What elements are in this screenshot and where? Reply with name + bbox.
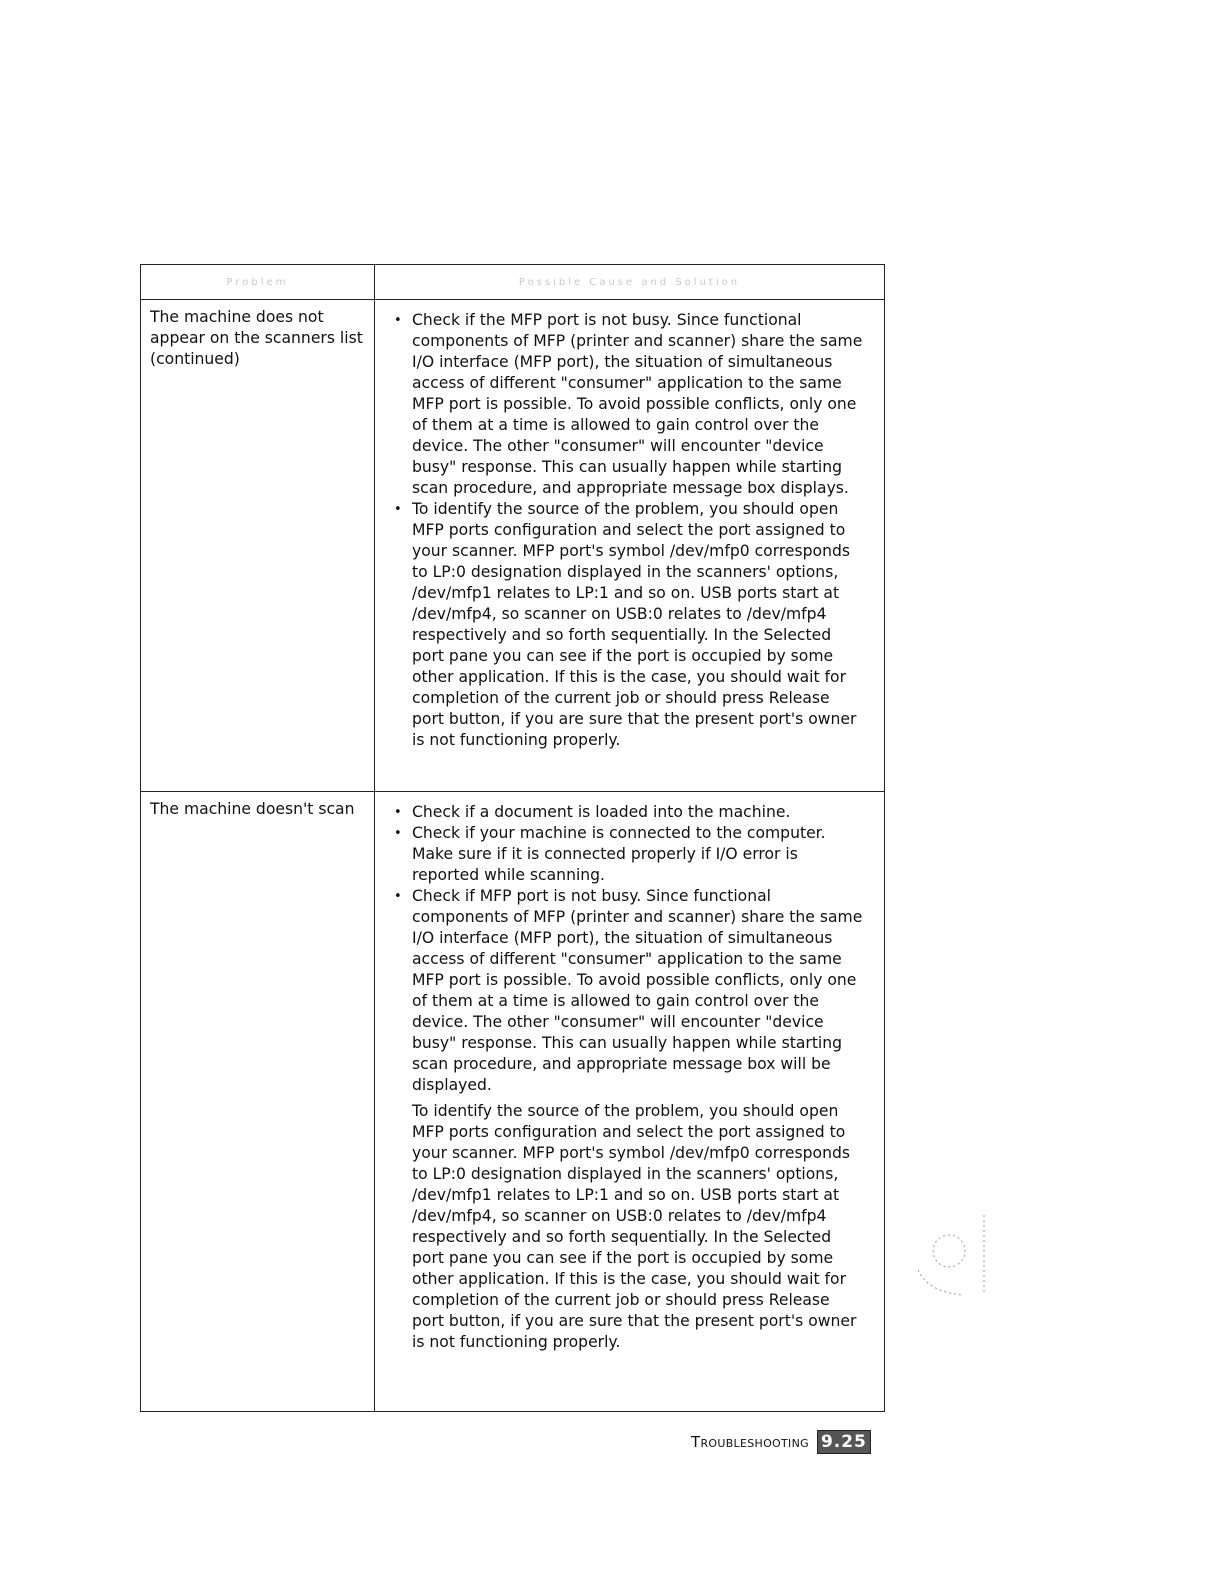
table-row xyxy=(141,792,885,1412)
chapter-tab-mark xyxy=(908,1210,988,1300)
solution-bullet: • Check if MFP port is not busy. Since functional components of MFP (printer and scanner) share the same I/O interface (MFP port), the situation of simultaneous access of different "consumer" application to the same MFP port is possible. To avoid possible conflicts, only one of them at a time is allowed to gain control over the device. The other "consumer" will encounter "device busy" response. This can usually happen while starting scan procedure, and appropriate message box will be displayed. xyxy=(412,886,866,1096)
troubleshooting-table xyxy=(140,264,885,1412)
solution-cell xyxy=(375,792,885,1412)
solution-bullet: • To identify the source of the problem, you should open MFP ports configuration and select the port assigned to your scanner. MFP port's symbol /dev/mfp0 corresponds to LP:0 designation displayed in the scanners' options, /dev/mfp1 relates to LP:1 and so on. USB ports start at /dev/mfp4, so scanner on USB:0 relates to /dev/mfp4 respectively and so forth sequentially. In the Selected port pane you can see if the port is occupied by some other application. If this is the case, you should wait for completion of the current job or should press Release port button, if you are sure that the present port's owner is not functioning properly. xyxy=(412,499,866,751)
solution-paragraph: To identify the source of the problem, you should open MFP ports configuration and select the port assigned to your scanner. MFP port's symbol /dev/mfp0 corresponds to LP:0 designation displayed in the scanners' options, /dev/mfp1 relates to LP:1 and so on. USB ports start at /dev/mfp4, so scanner on USB:0 relates to /dev/mfp4 respectively and so forth sequentially. In the Selected port pane you can see if the port is occupied by some other application. If this is the case, you should wait for completion of the current job or should press Release port button, if you are sure that the present port's owner is not functioning properly. xyxy=(412,1102,857,1351)
solution-list xyxy=(392,310,866,751)
solution-cell xyxy=(375,300,885,792)
solution-list xyxy=(392,802,866,1096)
table-row xyxy=(141,300,885,792)
header-problem: Problem xyxy=(141,265,375,300)
page-number-badge: 9.25 xyxy=(817,1430,871,1454)
footer-section-label: Troubleshooting xyxy=(691,1433,809,1451)
problem-cell: The machine doesn't scan xyxy=(141,792,375,1412)
solution-bullet: • Check if a document is loaded into the machine. xyxy=(412,802,866,823)
page-footer xyxy=(691,1430,871,1454)
problem-cell: The machine does not appear on the scanners list (continued) xyxy=(141,300,375,792)
header-solution: Possible Cause and Solution xyxy=(375,265,885,300)
solution-bullet: • Check if your machine is connected to the computer. Make sure if it is connected properly if I/O error is reported while scanning. xyxy=(412,823,866,886)
solution-bullet: • Check if the MFP port is not busy. Since functional components of MFP (printer and scanner) share the same I/O interface (MFP port), the situation of simultaneous access of different "consumer" application to the same MFP port is possible. To avoid possible conflicts, only one of them at a time is allowed to gain control over the device. The other "consumer" will encounter "device busy" response. This can usually happen while starting scan procedure, and appropriate message box displays. xyxy=(412,310,866,499)
table-header-row xyxy=(141,265,885,300)
